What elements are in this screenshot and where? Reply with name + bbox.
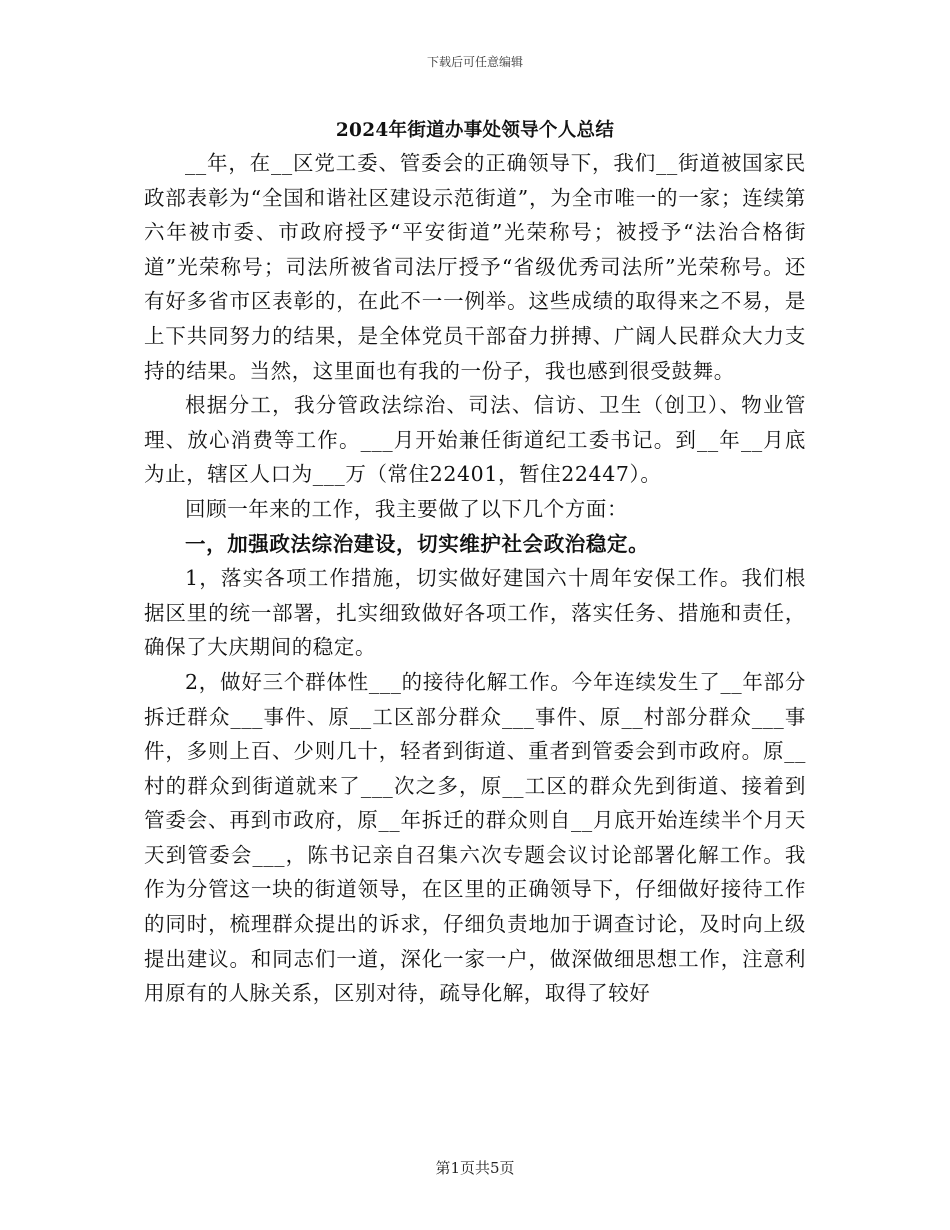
paragraph-item-2: 2，做好三个群体性___的接待化解工作。今年连续发生了__年部分拆迁群众___事件、原__工区部分群众___事件、原__村部分群众___事件，多则上百、少则几十，轻者到街道、重者到管委会到市政府。原__村的群众到街道就来了___次之多，原__工区的群众先到街道、接着到管委会、再到市政府，原__年拆迁的群众则自__月底开始连续半个月天天到管委会___，陈书记亲自召集六次专题会议讨论部署化解工作。我作为分管这一块的街道领导，在区里的正确领导下，仔细做好接待工作的同时，梳理群众提出的诉求，仔细负责地加于调查讨论，及时向上级提出建议。和同志们一道，深化一家一户，做深做细思想工作，注意利用原有的人脉关系，区别对待，疏导化解，取得了较好: [144, 669, 806, 1006]
paragraph-item-1: 1，落实各项工作措施，切实做好建国六十周年安保工作。我们根据区里的统一部署，扎实细致做好各项工作，落实任务、措施和责任，确保了大庆期间的稳定。: [144, 566, 806, 660]
paragraph-duties: 根据分工，我分管政法综治、司法、信访、卫生（创卫）、物业管理、放心消费等工作。___月开始兼任街道纪工委书记。到__年__月底为止，辖区人口为___万（常住22401，暂住22447）。: [144, 393, 806, 487]
paragraph-review: 回顾一年来的工作，我主要做了以下几个方面：: [185, 496, 629, 521]
page-footer: 第1页共5页: [435, 1159, 515, 1177]
document-body: [144, 146, 806, 1011]
header-note: 下载后可任意编辑: [426, 55, 523, 69]
document-title: 2024年街道办事处领导个人总结: [335, 120, 615, 141]
section-heading-1: 一，加强政法综治建设，切实维护社会政治稳定。: [185, 531, 650, 556]
paragraph-intro: __年，在__区党工委、管委会的正确领导下，我们__街道被国家民政部表彰为“全国和谐社区建设示范街道”，为全市唯一的一家；连续第六年被市委、市政府授予“平安街道”光荣称号；被授予“法治合格街道”光荣称号；司法所被省司法厅授予“省级优秀司法所”光荣称号。还有好多省市区表彰的，在此不一一例举。这些成绩的取得来之不易，是上下共同努力的结果，是全体党员干部奋力拼搏、广阔人民群众大力支持的结果。当然，这里面也有我的一份子，我也感到很受鼓舞。: [144, 151, 806, 383]
